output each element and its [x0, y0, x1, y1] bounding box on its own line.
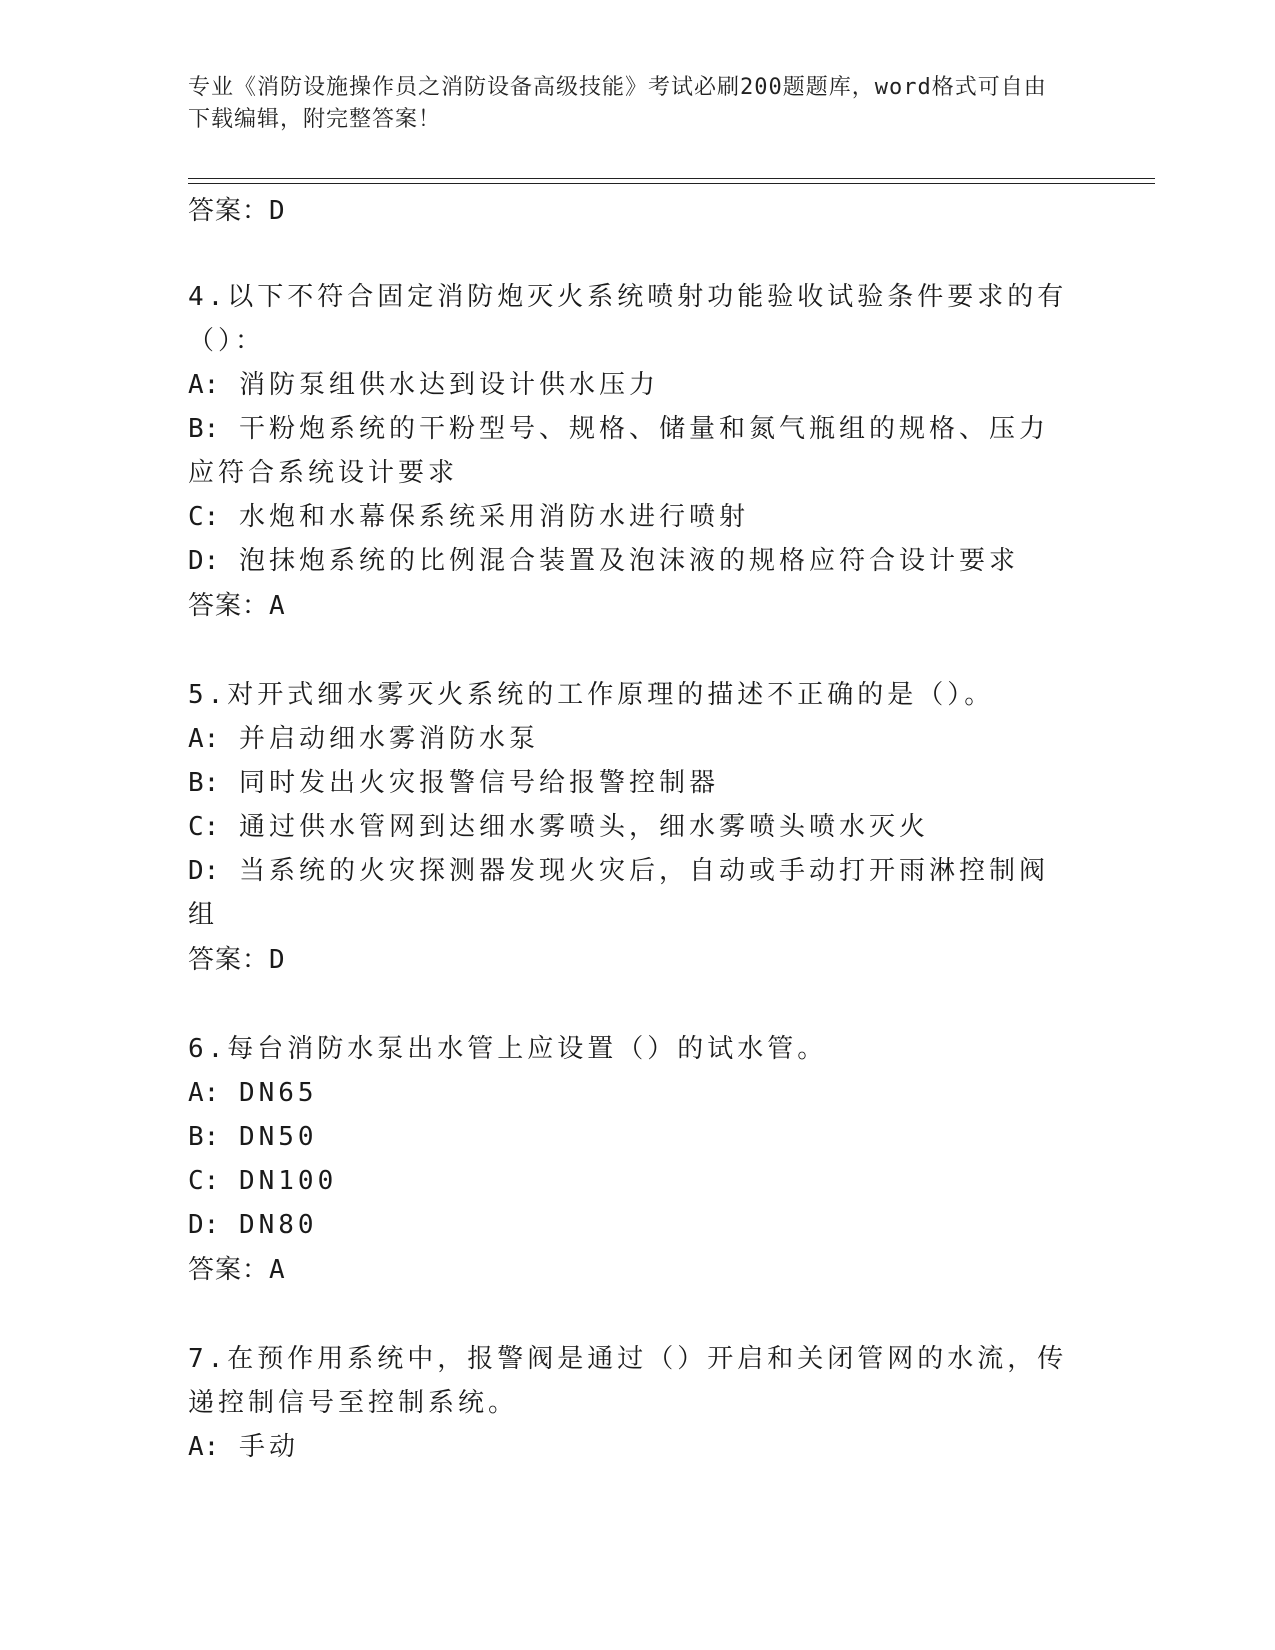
option-a: A: DN65 — [188, 1078, 318, 1108]
option-a: A: 消防泵组供水达到设计供水压力 — [188, 370, 659, 400]
answer-line: 答案：A — [188, 1255, 286, 1285]
option-b: B: DN50 — [188, 1122, 318, 1152]
question-block — [188, 673, 1068, 983]
answer-line: 答案：D — [188, 945, 286, 975]
option-b: B: 干粉炮系统的干粉型号、规格、储量和氮气瓶组的规格、压力应符合系统设计要求 — [188, 414, 1049, 488]
option-d: D: 当系统的火灾探测器发现火灾后，自动或手动打开雨淋控制阀组 — [188, 856, 1049, 930]
header-divider-top — [188, 178, 1155, 179]
question-block — [188, 1337, 1068, 1469]
question-block — [188, 1027, 1068, 1293]
option-a: A: 手动 — [188, 1432, 299, 1462]
option-d: D: DN80 — [188, 1210, 318, 1240]
option-c: C: 通过供水管网到达细水雾喷头，细水雾喷头喷水灭火 — [188, 812, 929, 842]
answer-line: 答案：A — [188, 591, 286, 621]
option-b: B: 同时发出火灾报警信号给报警控制器 — [188, 768, 719, 798]
question-stem: 7.在预作用系统中，报警阀是通过（）开启和关闭管网的水流，传递控制信号至控制系统。 — [188, 1344, 1068, 1418]
option-c: C: DN100 — [188, 1166, 338, 1196]
question-stem: 6.每台消防水泵出水管上应设置（）的试水管。 — [188, 1034, 828, 1064]
question-list — [188, 188, 1068, 1469]
answer-line: 答案：D — [188, 196, 286, 226]
question-stem: 4.以下不符合固定消防炮灭火系统喷射功能验收试验条件要求的有（）： — [188, 282, 1068, 356]
question-block — [188, 275, 1068, 629]
document-header: 专业《消防设施操作员之消防设备高级技能》考试必刷200题题库，word格式可自由下载编辑，附完整答案！ — [188, 75, 1047, 132]
question-stem: 5.对开式细水雾灭火系统的工作原理的描述不正确的是（）。 — [188, 680, 995, 710]
header-divider-bottom — [188, 183, 1155, 184]
option-d: D: 泡抹炮系统的比例混合装置及泡沫液的规格应符合设计要求 — [188, 546, 1019, 576]
option-c: C: 水炮和水幕保系统采用消防水进行喷射 — [188, 502, 749, 532]
option-a: A: 并启动细水雾消防水泵 — [188, 724, 539, 754]
